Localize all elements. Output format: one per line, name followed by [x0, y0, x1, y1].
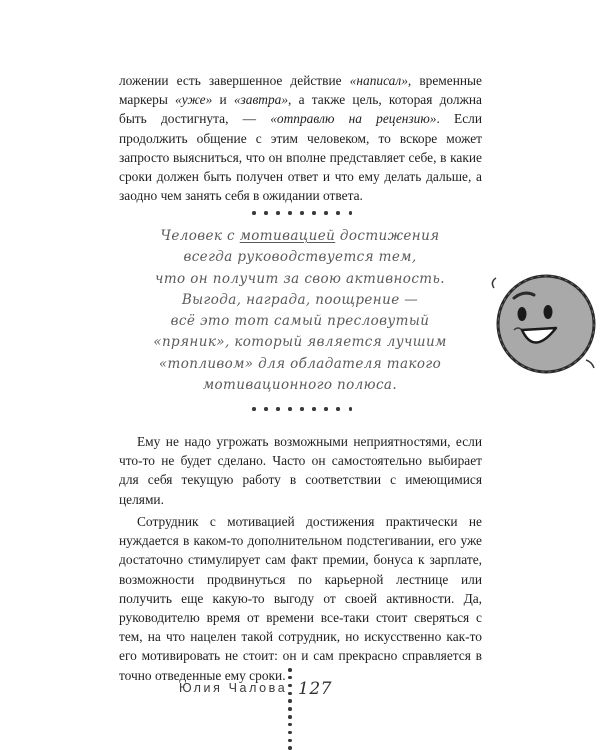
paragraph-text: , временные маркеры: [119, 73, 482, 108]
quote-top-divider: [252, 210, 352, 216]
paragraph-text: и: [212, 92, 234, 108]
emphasis-napisal: «написал»: [349, 73, 408, 88]
quote-line: что он получит за свою активность.: [155, 270, 445, 287]
footer-vertical-divider: [287, 668, 293, 750]
footer-author: Юлия Чалова: [179, 681, 288, 695]
emphasis-otpravlyu: «отправлю на рецензию»: [270, 111, 437, 127]
quote-line: Человек с мотивацией достижения: [160, 228, 440, 244]
paragraph-text: Ему не надо угрожать возможными неприятностями, если что-то не будет сделано. Часто он самостоятельно выбирает для себя текущую работу в соответствии с имеющимися целями.: [119, 434, 482, 507]
quote-line: Выгода, награда, поощрение —: [181, 291, 419, 308]
paragraph-text: . Если продолжить общение с этим человеком, то вскоре может запросто выясниться, что он вполне представляет себе, в какие сроки должен быть получен ответ и что ему делать дальше, а заодно чем занять себя в ожидании ответа.: [119, 111, 482, 204]
emphasis-uzhe: «уже»: [175, 92, 213, 108]
pull-quote: [132, 226, 468, 396]
paragraph-3: [119, 512, 482, 685]
paragraph-text: ложении есть завершенное действие: [119, 73, 350, 88]
smiling-face-mascot-icon: [486, 268, 600, 380]
paragraph-text: , а также цель, которая должна быть достигнута, —: [119, 92, 482, 127]
quote-line: «топливом» для обладателя такого: [158, 355, 442, 372]
quote-underlined-word: мотивацией: [239, 228, 336, 244]
emphasis-zavtra: «завтра»: [233, 92, 289, 108]
quote-line: всё это тот самый пресловутый: [170, 313, 430, 330]
quote-line: «пряник», который является лучшим: [153, 334, 447, 351]
quote-line: всегда руководствуется тем,: [183, 249, 417, 266]
paragraph-continuation: [119, 71, 482, 205]
page-number: 127: [298, 679, 332, 699]
quote-bottom-divider: [252, 406, 352, 412]
paragraph-text: Сотрудник с мотивацией достижения практически не нуждается в каком-то дополнительном подстегивании, его уже достаточно стимулирует сам факт премии, бонуса к зарплате, возможности продвинуться по карьерной лестнице или получить еще какую-то выгоду от своей активности. Да, руководителю время от времени все-таки стоит сверяться с тем, на что нацелен такой сотрудник, но искусственно как-то его мотивировать не стоит: он и сам прекрасно справляется в точно отведенные ему сроки.: [119, 514, 482, 683]
paragraph-2: [119, 432, 482, 509]
quote-line: мотивационного полюса.: [202, 377, 398, 394]
